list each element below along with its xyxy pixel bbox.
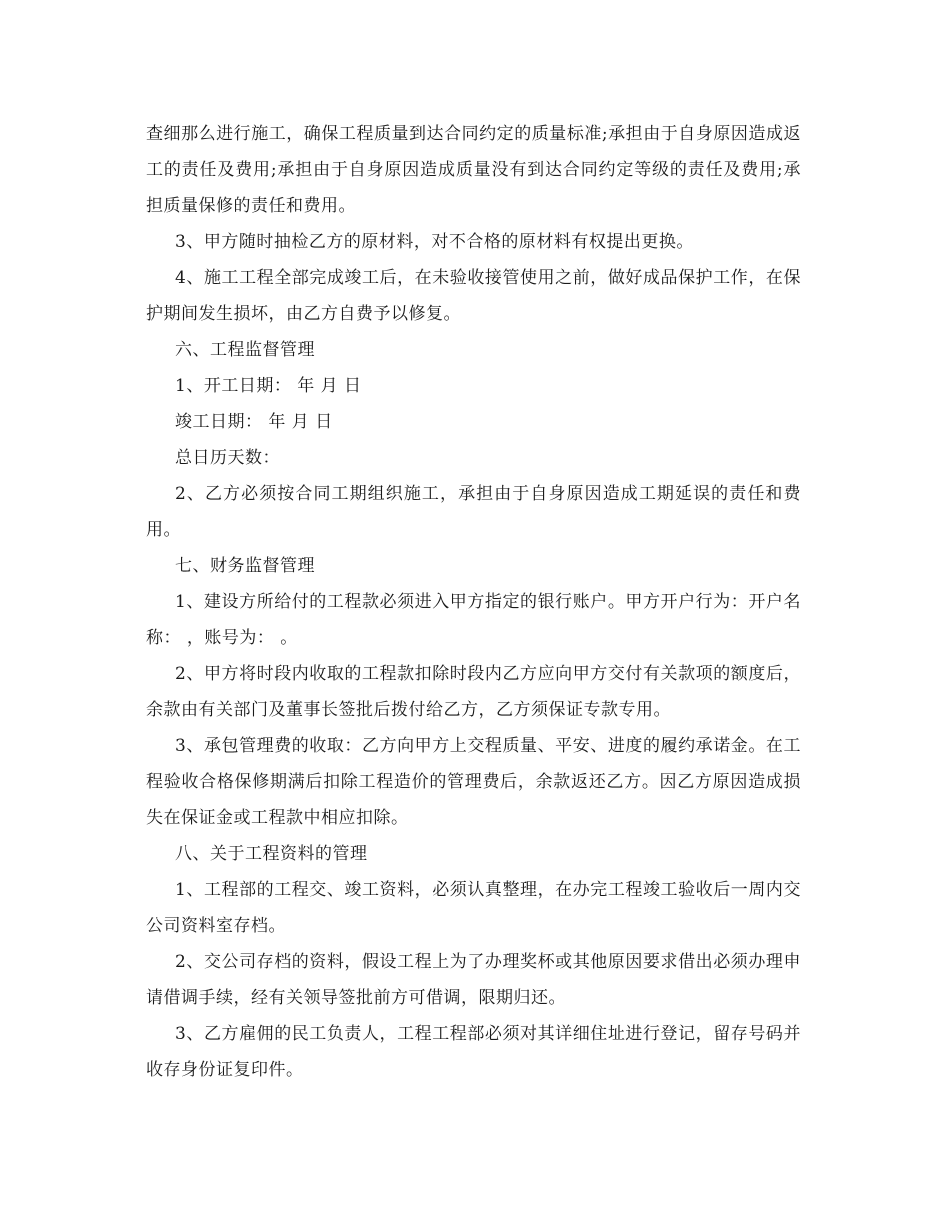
paragraph-total-days: 总日历天数： [175,448,280,468]
paragraph-finance-3: 3、承包管理费的收取：乙方向甲方上交程质量、平安、进度的履约承诺金。在工程验收合格保修期满后扣除工程造价的管理费后，余款返还乙方。因乙方原因造成损失在保证金或工程款中相应扣除。 [146,736,801,828]
document-body [146,116,801,1088]
section-heading-7: 七、财务监督管理 [175,556,315,576]
paragraph-completion-date: 竣工日期： 年 月 日 [175,412,333,432]
section-heading-6: 六、工程监督管理 [175,340,315,360]
section-heading-8: 八、关于工程资料的管理 [175,844,368,864]
paragraph-records-2: 2、交公司存档的资料，假设工程上为了办理奖杯或其他原因要求借出必须办理申请借调手续，经有关领导签批前方可借调，限期归还。 [146,952,801,1008]
paragraph-records-1: 1、工程部的工程交、竣工资料，必须认真整理，在办完工程竣工验收后一周内交公司资料室存档。 [146,880,801,936]
paragraph-finance-2: 2、甲方将时段内收取的工程款扣除时段内乙方应向甲方交付有关款项的额度后，余款由有关部门及董事长签批后拨付给乙方，乙方须保证专款专用。 [146,664,801,720]
paragraph-clause-3: 3、甲方随时抽检乙方的原材料，对不合格的原材料有权提出更换。 [175,232,694,252]
paragraph-start-date: 1、开工日期： 年 月 日 [175,376,362,396]
paragraph-continuation: 查细那么进行施工，确保工程质量到达合同约定的质量标准;承担由于自身原因造成返工的责任及费用;承担由于自身原因造成质量没有到达合同约定等级的责任及费用;承担质量保修的责任和费用。 [146,124,801,216]
paragraph-records-3: 3、乙方雇佣的民工负责人，工程工程部必须对其详细住址进行登记，留存号码并收存身份证复印件。 [146,1024,801,1080]
paragraph-schedule-clause: 2、乙方必须按合同工期组织施工，承担由于自身原因造成工期延误的责任和费用。 [146,484,801,540]
paragraph-clause-4: 4、施工工程全部完成竣工后，在未验收接管使用之前，做好成品保护工作，在保护期间发生损坏，由乙方自费予以修复。 [146,268,801,324]
paragraph-finance-1: 1、建设方所给付的工程款必须进入甲方指定的银行账户。甲方开户行为：开户名称： ，账号为： 。 [146,592,801,648]
